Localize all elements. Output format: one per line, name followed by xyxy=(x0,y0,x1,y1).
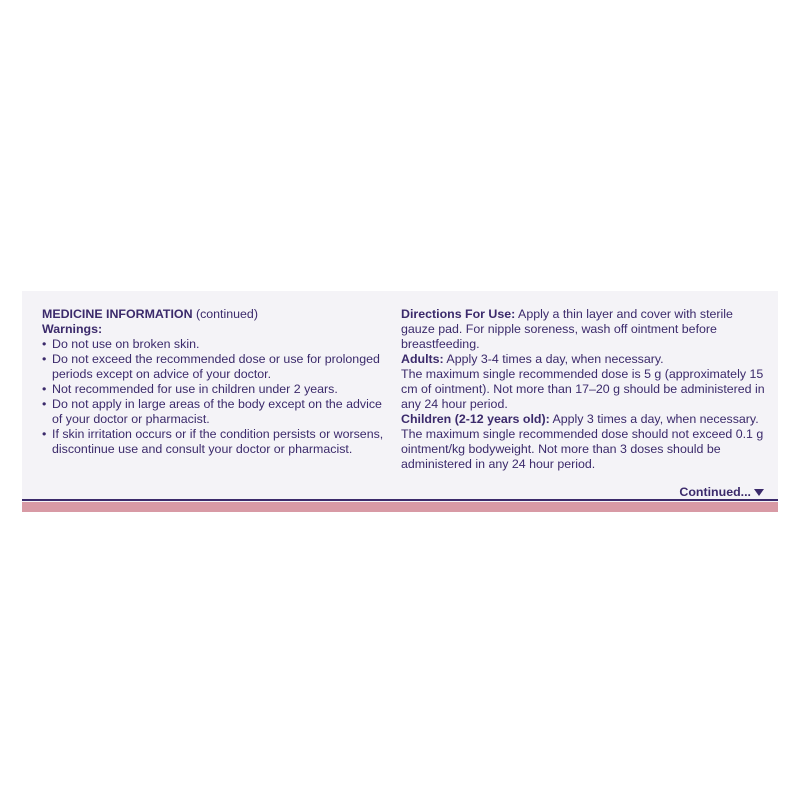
list-item xyxy=(42,337,387,352)
bullet-glyph: • xyxy=(42,397,47,411)
list-item xyxy=(42,352,387,382)
warnings-list xyxy=(42,337,387,457)
list-item xyxy=(42,382,387,397)
directions-text: Apply a thin layer and cover with sterile gauze pad. For nipple soreness, wash off ointment before breastfeeding. xyxy=(401,307,733,351)
medicine-info-panel xyxy=(22,291,778,512)
children-paragraph xyxy=(401,412,766,427)
children-max-dose: The maximum single recommended dose should not exceed 0.1 g ointment/kg bodyweight. Not more than 3 doses should be administered in any 24 hour period. xyxy=(401,427,764,471)
continued-text: Continued... xyxy=(679,485,751,499)
bullet-glyph: • xyxy=(42,337,47,351)
warning-text: Do not apply in large areas of the body except on the advice of your doctor or pharmacist. xyxy=(52,397,382,426)
children-label: Children (2-12 years old): xyxy=(401,412,550,426)
warnings-title: Warnings: xyxy=(42,322,103,336)
list-item xyxy=(42,427,387,457)
warning-text: Not recommended for use in children under 2 years. xyxy=(52,382,338,396)
section-heading xyxy=(42,307,387,322)
adults-paragraph xyxy=(401,352,766,367)
adults-label: Adults: xyxy=(401,352,444,366)
list-item xyxy=(42,397,387,427)
adults-max-dose: The maximum single recommended dose is 5 g (approximately 15 cm of ointment). Not more than 17–20 g should be administered in any 24 hour period. xyxy=(401,367,765,411)
triangle-down-icon xyxy=(754,489,764,496)
heading-suffix: (continued) xyxy=(192,307,258,321)
warning-text: Do not use on broken skin. xyxy=(52,337,200,351)
pink-band xyxy=(22,502,778,512)
left-column xyxy=(42,307,387,457)
bullet-glyph: • xyxy=(42,352,47,366)
divider-rule xyxy=(22,499,778,501)
right-column xyxy=(401,307,766,472)
directions-paragraph xyxy=(401,307,766,352)
warning-text: Do not exceed the recommended dose or use for prolonged periods except on advice of your doctor. xyxy=(52,352,380,381)
heading-title: MEDICINE INFORMATION xyxy=(42,307,193,321)
adults-text: Apply 3-4 times a day, when necessary. xyxy=(443,352,664,366)
bullet-glyph: • xyxy=(42,382,47,396)
children-text: Apply 3 times a day, when necessary. xyxy=(549,412,759,426)
continued-label xyxy=(679,485,764,499)
warning-text: If skin irritation occurs or if the condition persists or worsens, discontinue use and consult your doctor or pharmacist. xyxy=(52,427,384,456)
directions-label: Directions For Use: xyxy=(401,307,516,321)
bullet-glyph: • xyxy=(42,427,47,441)
